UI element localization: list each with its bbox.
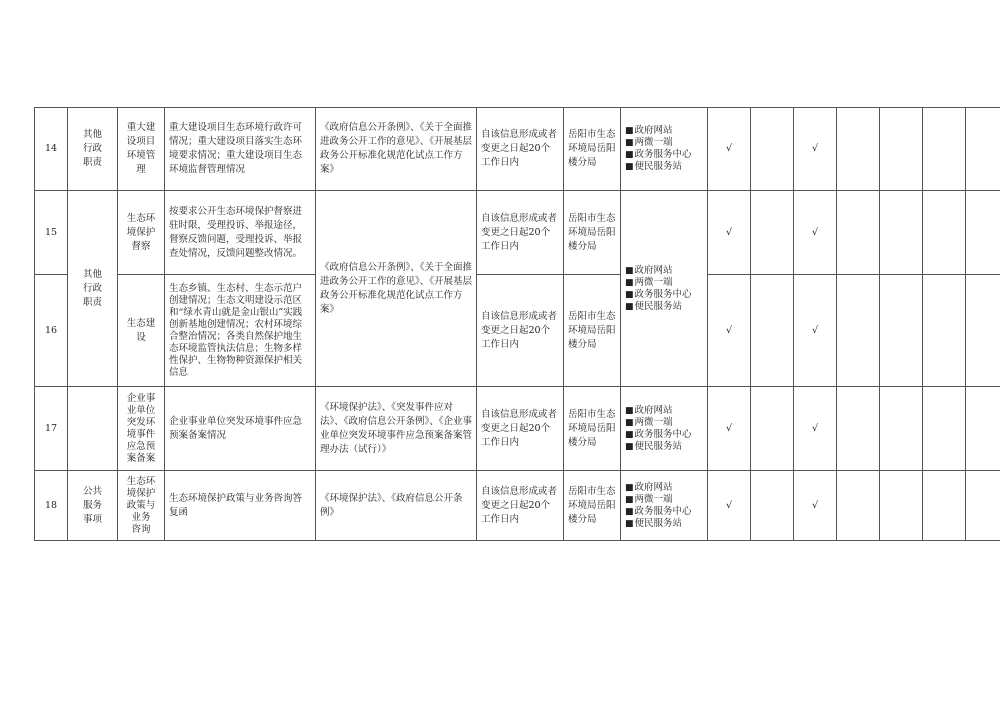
- row-number: 17: [35, 387, 68, 471]
- channel-item: ■ 政府网站: [625, 405, 703, 417]
- disclosure-time-limit: 自该信息形成或者变更之日起20个工作日内: [477, 387, 564, 471]
- channel-item: ■ 两微一端: [625, 137, 703, 149]
- channel-item: ■ 政务服务中心: [625, 289, 703, 301]
- check-cell: [880, 191, 923, 275]
- channel-item: ■ 便民服务站: [625, 301, 703, 313]
- responsibility-category: 公共 服务 事项: [68, 471, 118, 541]
- table-row: [35, 108, 1000, 191]
- check-cell: [751, 387, 794, 471]
- check-cell: √: [708, 471, 751, 541]
- check-cell: [751, 471, 794, 541]
- disclosure-content: 企业事业单位突发环境事件应急预案备案情况: [165, 387, 316, 471]
- disclosure-time-limit: 自该信息形成或者变更之日起20个工作日内: [477, 108, 564, 191]
- disclosure-basis: 《政府信息公开条例》、《关于全面推进政务公开工作的意见》、《开展基层政务公开标准化规范化试点工作方案》: [316, 108, 477, 191]
- check-cell: [923, 387, 966, 471]
- table-row: [35, 275, 1000, 387]
- channel-item: ■ 两微一端: [625, 277, 703, 289]
- check-cell: [966, 191, 1000, 275]
- disclosure-item: 重大建 设项目 环境管 理: [118, 108, 165, 191]
- disclosure-item: 生态环 境保护 督察: [118, 191, 165, 275]
- check-cell: [923, 275, 966, 387]
- disclosure-channels: [621, 191, 708, 387]
- check-cell: [751, 191, 794, 275]
- table-row: [35, 471, 1000, 541]
- row-number: 15: [35, 191, 68, 275]
- disclosure-channels: [621, 387, 708, 471]
- channel-item: ■ 政府网站: [625, 265, 703, 277]
- check-cell: √: [794, 387, 837, 471]
- disclosure-subject: 岳阳市生态环境局岳阳楼分局: [564, 275, 621, 387]
- disclosure-subject: 岳阳市生态环境局岳阳楼分局: [564, 108, 621, 191]
- check-cell: [751, 275, 794, 387]
- responsibility-category: 其他 行政 职责: [68, 108, 118, 191]
- channel-item: ■ 政府网站: [625, 482, 703, 494]
- disclosure-subject: 岳阳市生态环境局岳阳楼分局: [564, 471, 621, 541]
- check-cell: [966, 108, 1000, 191]
- disclosure-time-limit: 自该信息形成或者变更之日起20个工作日内: [477, 471, 564, 541]
- channel-item: ■ 政务服务中心: [625, 149, 703, 161]
- disclosure-channels: [621, 471, 708, 541]
- responsibility-category: [68, 387, 118, 471]
- disclosure-table: [34, 107, 1000, 541]
- check-cell: √: [708, 387, 751, 471]
- check-cell: [837, 275, 880, 387]
- check-cell: [966, 275, 1000, 387]
- disclosure-basis: 《环境保护法》、《政府信息公开条例》: [316, 471, 477, 541]
- responsibility-category: 其他 行政 职责: [68, 191, 118, 387]
- disclosure-basis: 《环境保护法》、《突发事件应对法》、《政府信息公开条例》、《企业事业单位突发环境事件应急预案备案管理办法（试行）》: [316, 387, 477, 471]
- channel-item: ■ 便民服务站: [625, 441, 703, 453]
- disclosure-content: 生态乡镇、生态村、生态示范户创建情况；生态文明建设示范区和“绿水青山就是金山银山”实践创新基地创建情况；农村环境综合整治情况；各类自然保护地生态环境监管执法信息；生物多样性保护、生物物种资源保护相关信息: [165, 275, 316, 387]
- row-number: 18: [35, 471, 68, 541]
- check-cell: [837, 387, 880, 471]
- channel-item: ■ 便民服务站: [625, 161, 703, 173]
- channel-item: ■ 政务服务中心: [625, 429, 703, 441]
- disclosure-subject: 岳阳市生态环境局岳阳楼分局: [564, 191, 621, 275]
- check-cell: [880, 108, 923, 191]
- check-cell: [966, 387, 1000, 471]
- disclosure-content: 生态环境保护政策与业务咨询答复函: [165, 471, 316, 541]
- check-cell: √: [708, 191, 751, 275]
- channel-item: ■ 两微一端: [625, 417, 703, 429]
- check-cell: √: [794, 471, 837, 541]
- channel-item: ■ 便民服务站: [625, 518, 703, 530]
- channel-item: ■ 政府网站: [625, 125, 703, 137]
- check-cell: √: [708, 275, 751, 387]
- check-cell: [751, 108, 794, 191]
- check-cell: [923, 471, 966, 541]
- check-cell: [880, 275, 923, 387]
- check-cell: [923, 191, 966, 275]
- check-cell: √: [794, 191, 837, 275]
- check-cell: √: [708, 108, 751, 191]
- disclosure-item: 生态建 设: [118, 275, 165, 387]
- disclosure-item: 企业事 业单位 突发环 境事件 应急预 案备案: [118, 387, 165, 471]
- check-cell: √: [794, 275, 837, 387]
- table-row: [35, 387, 1000, 471]
- check-cell: [923, 108, 966, 191]
- check-cell: [837, 108, 880, 191]
- check-cell: √: [794, 108, 837, 191]
- check-cell: [880, 387, 923, 471]
- row-number: 16: [35, 275, 68, 387]
- check-cell: [880, 471, 923, 541]
- disclosure-channels: [621, 108, 708, 191]
- channel-item: ■ 两微一端: [625, 494, 703, 506]
- disclosure-item: 生态环 境保护 政策与 业务 咨询: [118, 471, 165, 541]
- disclosure-time-limit: 自该信息形成或者变更之日起20个工作日内: [477, 275, 564, 387]
- check-cell: [966, 471, 1000, 541]
- disclosure-content: 重大建设项目生态环境行政许可情况；重大建设项目落实生态环境要求情况；重大建设项目生态环境监督管理情况: [165, 108, 316, 191]
- check-cell: [837, 191, 880, 275]
- disclosure-time-limit: 自该信息形成或者变更之日起20个工作日内: [477, 191, 564, 275]
- disclosure-content: 按要求公开生态环境保护督察进驻时限，受理投诉、举报途径，督察反馈问题，受理投诉、举报查处情况，反馈问题整改情况。: [165, 191, 316, 275]
- table-row: [35, 191, 1000, 275]
- check-cell: [837, 471, 880, 541]
- channel-item: ■ 政务服务中心: [625, 506, 703, 518]
- disclosure-basis: 《政府信息公开条例》、《关于全面推进政务公开工作的意见》、《开展基层政务公开标准化规范化试点工作方案》: [316, 191, 477, 387]
- row-number: 14: [35, 108, 68, 191]
- disclosure-subject: 岳阳市生态环境局岳阳楼分局: [564, 387, 621, 471]
